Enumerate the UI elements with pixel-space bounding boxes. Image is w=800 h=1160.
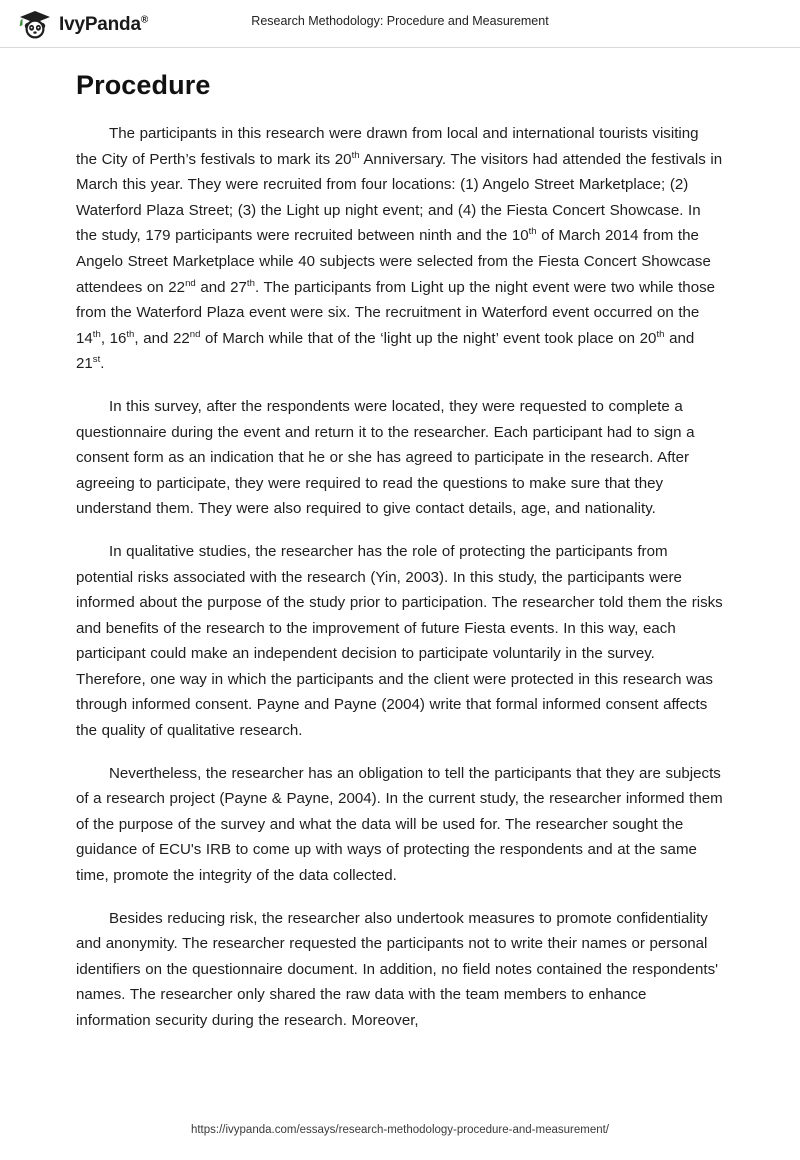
- body-paragraph: [76, 121, 724, 377]
- paragraph-list: [76, 121, 724, 1034]
- text-run: The participants in this research were drawn from local and international tourists visiting the City of Perth’s festivals to mark its 20: [76, 125, 699, 168]
- ordinal-suffix: nd: [185, 277, 196, 289]
- body-paragraph: [76, 761, 724, 889]
- text-run: .: [100, 355, 105, 373]
- page-footer: [0, 1120, 800, 1138]
- body-paragraph: [76, 539, 724, 744]
- header-document-title: Research Methodology: Procedure and Measurement: [251, 14, 549, 28]
- text-run: Anniversary. The visitors had attended the festivals in March this year. They were recruited from four locations: (1) Angelo Street Marketplace; (2) Waterford Plaza Street; (3) the Light up night event; and (4) the Fiesta Concert Showcase. In the study, 179 participants were recruited between ninth and the 10: [76, 150, 723, 245]
- ordinal-suffix: th: [351, 149, 360, 161]
- text-run: of March while that of the ‘light up the night’ event took place on 20: [200, 329, 657, 347]
- registered-mark: ®: [140, 14, 149, 26]
- body-paragraph: [76, 906, 724, 1034]
- document-content: [76, 70, 724, 1051]
- text-run: and 27: [195, 278, 247, 296]
- text-run: , 16: [100, 329, 127, 347]
- ordinal-suffix: nd: [189, 328, 201, 340]
- text-run: Besides reducing risk, the researcher also undertook measures to promote confidentiality and anonymity. The researcher requested the participants not to write their names or personal identifiers on the questionnaire document. In addition, no field notes contained the respondents' names. The researcher only shared the raw data with the team members to enhance information security during the research. Moreover,: [76, 909, 719, 1029]
- text-run: In this survey, after the respondents were located, they were requested to complete a questionnaire during the event and return it to the researcher. Each participant had to sign a consent form as an indication that he or she has agreed to participate in the research. After agreeing to participate, they were required to read the questions to make sure that they understand them. They were also required to give contact details, age, and nationality.: [76, 397, 695, 518]
- source-url-link[interactable]: https://ivypanda.com/essays/research-methodology-procedure-and-measurement/: [190, 1124, 610, 1136]
- ordinal-suffix: th: [126, 328, 135, 340]
- ordinal-suffix: st: [92, 354, 101, 366]
- page-title: Procedure: [76, 70, 211, 100]
- text-run: , and 22: [134, 329, 190, 347]
- text-run: of March 2014 from the Angelo Street Marketplace while 40 subjects were selected from the Fiesta Concert Showcase attendees on 22: [76, 227, 711, 296]
- ordinal-suffix: th: [92, 328, 101, 340]
- page-header: [0, 0, 800, 48]
- brand-name-text: IvyPanda: [59, 14, 141, 35]
- text-run: and 21: [76, 329, 695, 373]
- text-run: . The participants from Light up the night event were two while those from the Waterford Plaza event were six. The recruitment in Waterford event occurred on the 14: [76, 278, 716, 347]
- ordinal-suffix: th: [656, 328, 665, 340]
- text-run: Nevertheless, the researcher has an obligation to tell the participants that they are subjects of a research project (Payne & Payne, 2004). In the current study, the researcher informed them of the purpose of the survey and what the data will be used for. The researcher sought the guidance of ECU's IRB to come up with ways of protecting the respondents and at the same time, promote the integrity of the data collected.: [76, 764, 723, 885]
- ordinal-suffix: th: [246, 277, 255, 289]
- ordinal-suffix: th: [528, 226, 537, 238]
- body-paragraph: [76, 394, 724, 522]
- text-run: In qualitative studies, the researcher has the role of protecting the participants from potential risks associated with the research (Yin, 2003). In this study, the participants were informed about the purpose of the study prior to participation. The researcher told them the risks and benefits of the research to the improvement of future Fiesta events. In this way, each participant could make an independent decision to participate voluntarily in the survey. Therefore, one way in which the participants and the client were protected in this research was through informed consent. Payne and Payne (2004) write that formal informed consent affects the quality of qualitative research.: [76, 542, 723, 740]
